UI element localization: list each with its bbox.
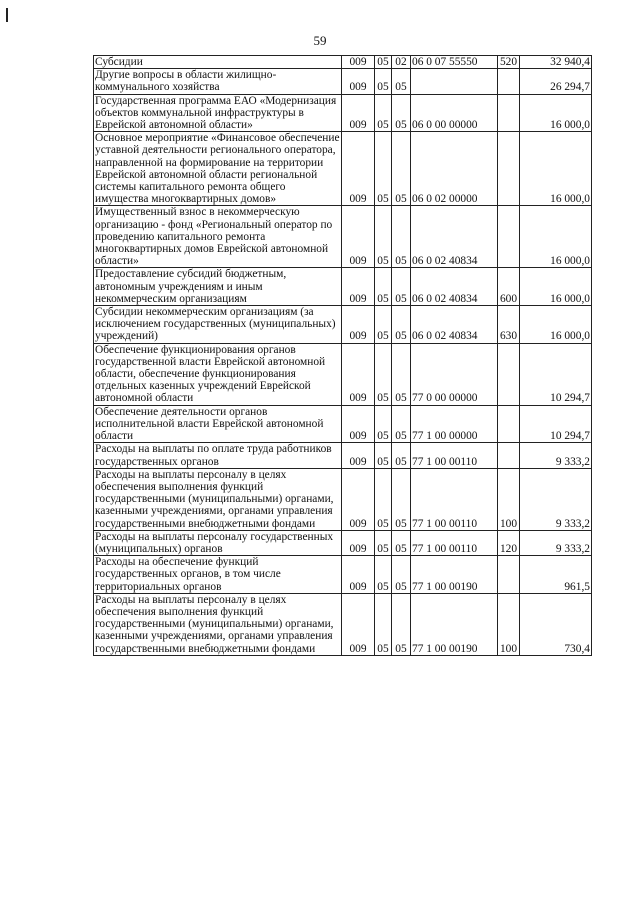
- row-section-code: 05: [375, 132, 392, 206]
- row-subsection-code: 05: [392, 405, 411, 443]
- row-grbs-code: 009: [342, 94, 375, 132]
- table-row: [94, 268, 592, 306]
- budget-table-body: [94, 56, 592, 656]
- row-section-code: 05: [375, 268, 392, 306]
- row-name: Субсидии: [94, 56, 342, 69]
- row-amount: 16 000,0: [520, 206, 592, 268]
- row-subsection-code: 05: [392, 556, 411, 594]
- row-amount: 961,5: [520, 556, 592, 594]
- row-section-code: 05: [375, 69, 392, 94]
- row-amount: 32 940,4: [520, 56, 592, 69]
- row-amount: 9 333,2: [520, 468, 592, 530]
- row-grbs-code: 009: [342, 556, 375, 594]
- row-grbs-code: 009: [342, 443, 375, 468]
- row-target-article-code: [411, 69, 498, 94]
- table-row: [94, 593, 592, 655]
- row-grbs-code: 009: [342, 268, 375, 306]
- row-target-article-code: 77 1 00 00190: [411, 556, 498, 594]
- row-expense-type-code: 120: [498, 530, 520, 555]
- row-expense-type-code: [498, 443, 520, 468]
- row-expense-type-code: 630: [498, 306, 520, 344]
- row-name: Государственная программа ЕАО «Модернизация объектов коммунальной инфраструктуры в Еврейской автономной области»: [94, 94, 342, 132]
- row-grbs-code: 009: [342, 206, 375, 268]
- row-target-article-code: 77 1 00 00110: [411, 530, 498, 555]
- row-subsection-code: 05: [392, 468, 411, 530]
- table-row: [94, 556, 592, 594]
- table-row: [94, 343, 592, 405]
- row-section-code: 05: [375, 94, 392, 132]
- row-subsection-code: 05: [392, 132, 411, 206]
- row-subsection-code: 05: [392, 530, 411, 555]
- row-amount: 26 294,7: [520, 69, 592, 94]
- row-name: Субсидии некоммерческим организациям (за исключением государственных (муниципальных) учреждений): [94, 306, 342, 344]
- row-target-article-code: 06 0 02 40834: [411, 268, 498, 306]
- row-target-article-code: 77 1 00 00000: [411, 405, 498, 443]
- row-name: Расходы на выплаты персоналу в целях обеспечения выполнения функций государственными (муниципальными) органами, казенными учреждениями, органами управления государственными внебюджетными фондами: [94, 468, 342, 530]
- row-name: Обеспечение деятельности органов исполнительной власти Еврейской автономной области: [94, 405, 342, 443]
- row-subsection-code: 05: [392, 443, 411, 468]
- row-section-code: 05: [375, 593, 392, 655]
- row-expense-type-code: [498, 94, 520, 132]
- row-expense-type-code: 100: [498, 468, 520, 530]
- row-target-article-code: 06 0 02 00000: [411, 132, 498, 206]
- row-amount: 16 000,0: [520, 306, 592, 344]
- row-name: Расходы на выплаты персоналу в целях обеспечения выполнения функций государственными (муниципальными) органами, казенными учреждениями, органами управления государственными внебюджетными фондами: [94, 593, 342, 655]
- row-target-article-code: 77 1 00 00190: [411, 593, 498, 655]
- table-row: [94, 132, 592, 206]
- row-expense-type-code: [498, 405, 520, 443]
- table-row: [94, 56, 592, 69]
- table-row: [94, 468, 592, 530]
- row-section-code: 05: [375, 206, 392, 268]
- table-row: [94, 306, 592, 344]
- row-amount: 16 000,0: [520, 268, 592, 306]
- row-grbs-code: 009: [342, 405, 375, 443]
- table-row: [94, 405, 592, 443]
- row-name: Предоставление субсидий бюджетным, автономным учреждениям и иным некоммерческим организациям: [94, 268, 342, 306]
- row-name: Расходы на обеспечение функций государственных органов, в том числе территориальных органов: [94, 556, 342, 594]
- row-name: Другие вопросы в области жилищно-коммунального хозяйства: [94, 69, 342, 94]
- row-target-article-code: 77 0 00 00000: [411, 343, 498, 405]
- table-row: [94, 69, 592, 94]
- row-target-article-code: 06 0 02 40834: [411, 206, 498, 268]
- table-row: [94, 206, 592, 268]
- row-section-code: 05: [375, 56, 392, 69]
- budget-table: [93, 55, 592, 656]
- row-subsection-code: 05: [392, 343, 411, 405]
- row-section-code: 05: [375, 343, 392, 405]
- row-grbs-code: 009: [342, 530, 375, 555]
- row-target-article-code: 06 0 02 40834: [411, 306, 498, 344]
- row-target-article-code: 06 0 00 00000: [411, 94, 498, 132]
- row-grbs-code: 009: [342, 593, 375, 655]
- row-grbs-code: 009: [342, 343, 375, 405]
- row-subsection-code: 05: [392, 268, 411, 306]
- row-target-article-code: 77 1 00 00110: [411, 468, 498, 530]
- row-section-code: 05: [375, 556, 392, 594]
- table-row: [94, 443, 592, 468]
- row-amount: 10 294,7: [520, 405, 592, 443]
- row-section-code: 05: [375, 530, 392, 555]
- row-grbs-code: 009: [342, 468, 375, 530]
- row-expense-type-code: [498, 556, 520, 594]
- row-section-code: 05: [375, 306, 392, 344]
- row-expense-type-code: 520: [498, 56, 520, 69]
- row-expense-type-code: [498, 343, 520, 405]
- row-amount: 730,4: [520, 593, 592, 655]
- row-grbs-code: 009: [342, 306, 375, 344]
- row-grbs-code: 009: [342, 56, 375, 69]
- row-subsection-code: 05: [392, 94, 411, 132]
- row-grbs-code: 009: [342, 69, 375, 94]
- row-section-code: 05: [375, 443, 392, 468]
- row-amount: 16 000,0: [520, 94, 592, 132]
- table-row: [94, 530, 592, 555]
- row-expense-type-code: 600: [498, 268, 520, 306]
- row-name: Имущественный взнос в некоммерческую организацию - фонд «Региональный оператор по проведению капитального ремонта многоквартирных домов Еврейской автономной области»: [94, 206, 342, 268]
- scan-edge-mark: [6, 8, 8, 22]
- row-amount: 10 294,7: [520, 343, 592, 405]
- row-subsection-code: 05: [392, 206, 411, 268]
- row-section-code: 05: [375, 405, 392, 443]
- row-grbs-code: 009: [342, 132, 375, 206]
- row-subsection-code: 05: [392, 69, 411, 94]
- row-subsection-code: 02: [392, 56, 411, 69]
- row-name: Расходы на выплаты по оплате труда работников государственных органов: [94, 443, 342, 468]
- row-target-article-code: 06 0 07 55550: [411, 56, 498, 69]
- row-expense-type-code: [498, 132, 520, 206]
- row-amount: 16 000,0: [520, 132, 592, 206]
- row-name: Обеспечение функционирования органов государственной власти Еврейской автономной области, обеспечение функционирования отдельных казенных учреждений Еврейской автономной области: [94, 343, 342, 405]
- row-expense-type-code: 100: [498, 593, 520, 655]
- row-name: Основное мероприятие «Финансовое обеспечение уставной деятельности регионального оператора, направленной на формирование на территории Еврейской автономной области региональной системы капитального ремонта общего имущества многоквартирных домов»: [95, 132, 340, 206]
- row-subsection-code: 05: [392, 306, 411, 344]
- row-expense-type-code: [498, 206, 520, 268]
- row-expense-type-code: [498, 69, 520, 94]
- row-amount: 9 333,2: [520, 443, 592, 468]
- row-section-code: 05: [375, 468, 392, 530]
- row-target-article-code: 77 1 00 00110: [411, 443, 498, 468]
- row-subsection-code: 05: [392, 593, 411, 655]
- row-name: Расходы на выплаты персоналу государственных (муниципальных) органов: [94, 530, 342, 555]
- table-row: [94, 94, 592, 132]
- row-amount: 9 333,2: [520, 530, 592, 555]
- page-number: 59: [313, 33, 327, 48]
